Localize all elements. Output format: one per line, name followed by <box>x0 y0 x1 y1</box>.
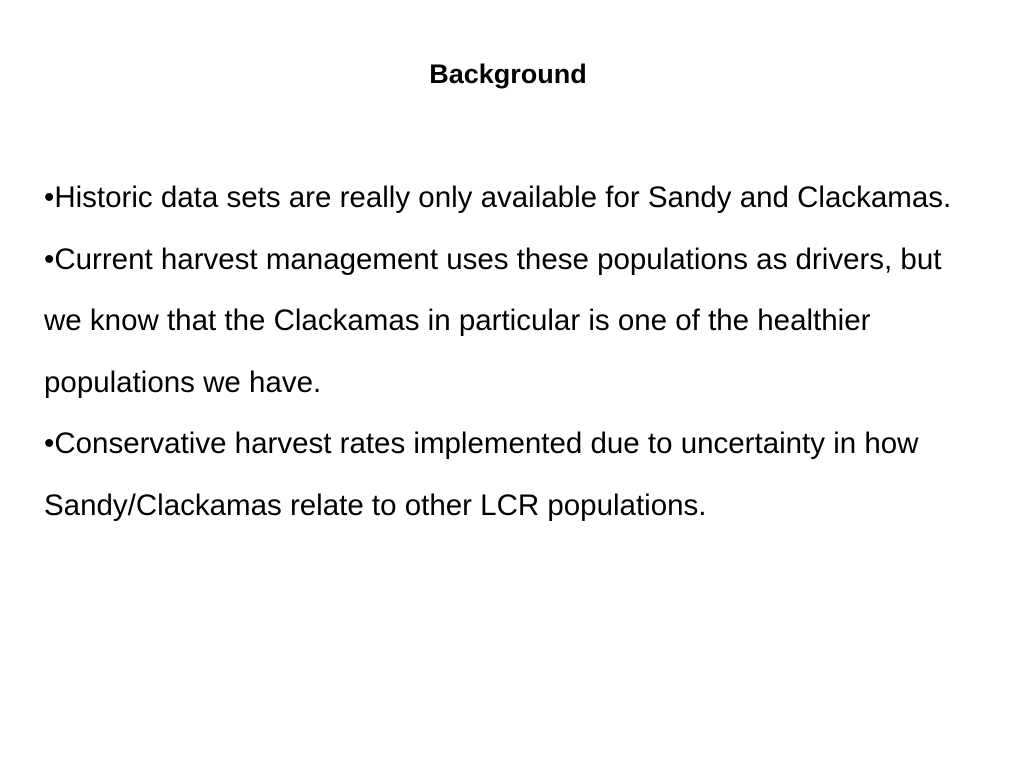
slide-title: Background <box>429 59 587 89</box>
bullet-list <box>44 167 964 536</box>
bullet-item-current-harvest: •Current harvest management uses these populations as drivers, but we know that the Clackamas in particular is one of the healthier populations we have. <box>44 242 942 399</box>
bullet-item-historic-data: •Historic data sets are really only available for Sandy and Clackamas. <box>44 181 952 214</box>
bullet-item-conservative-rates: •Conservative harvest rates implemented due to uncertainty in how Sandy/Clackamas relate to other LCR populations. <box>44 427 919 522</box>
